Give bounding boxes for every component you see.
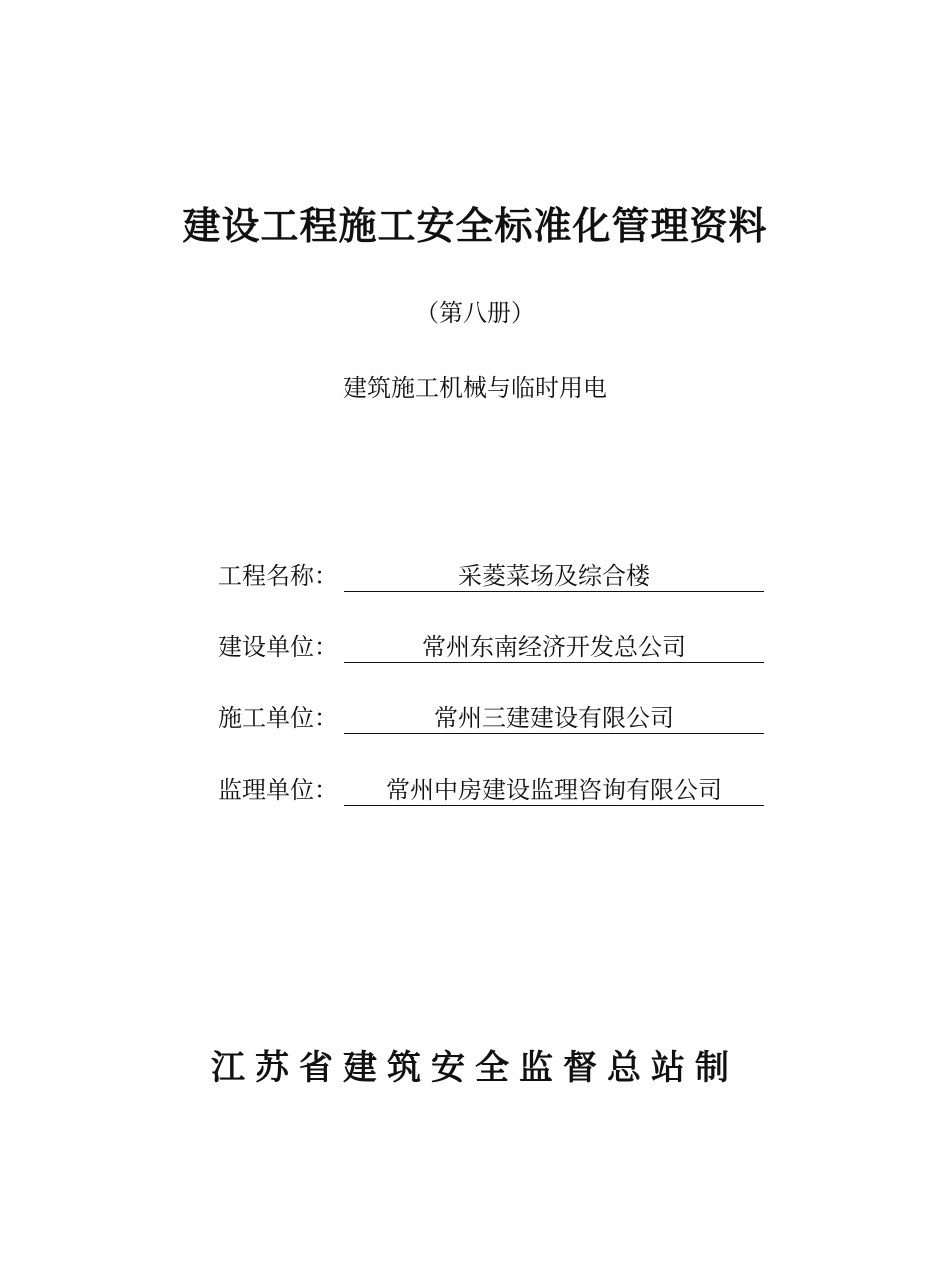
supervisor-row xyxy=(218,770,764,806)
project-name-label: 工程名称： xyxy=(218,562,338,590)
contractor-value: 常州三建建设有限公司 xyxy=(344,703,764,734)
builder-label: 建设单位： xyxy=(218,633,338,661)
volume-number: （第八册） xyxy=(415,299,535,327)
issuing-authority: 江苏省建筑安全监督总站制 xyxy=(211,1048,739,1088)
contractor-label: 施工单位： xyxy=(218,704,338,732)
project-name-row xyxy=(218,556,764,592)
contractor-row xyxy=(218,698,764,734)
builder-row xyxy=(218,627,764,663)
cover-subtitle: 建筑施工机械与临时用电 xyxy=(343,374,607,402)
supervisor-label: 监理单位： xyxy=(218,776,338,804)
cover-title: 建设工程施工安全标准化管理资料 xyxy=(182,203,768,248)
supervisor-value: 常州中房建设监理咨询有限公司 xyxy=(344,775,764,806)
project-name-value: 采菱菜场及综合楼 xyxy=(344,561,764,592)
builder-value: 常州东南经济开发总公司 xyxy=(344,632,764,663)
